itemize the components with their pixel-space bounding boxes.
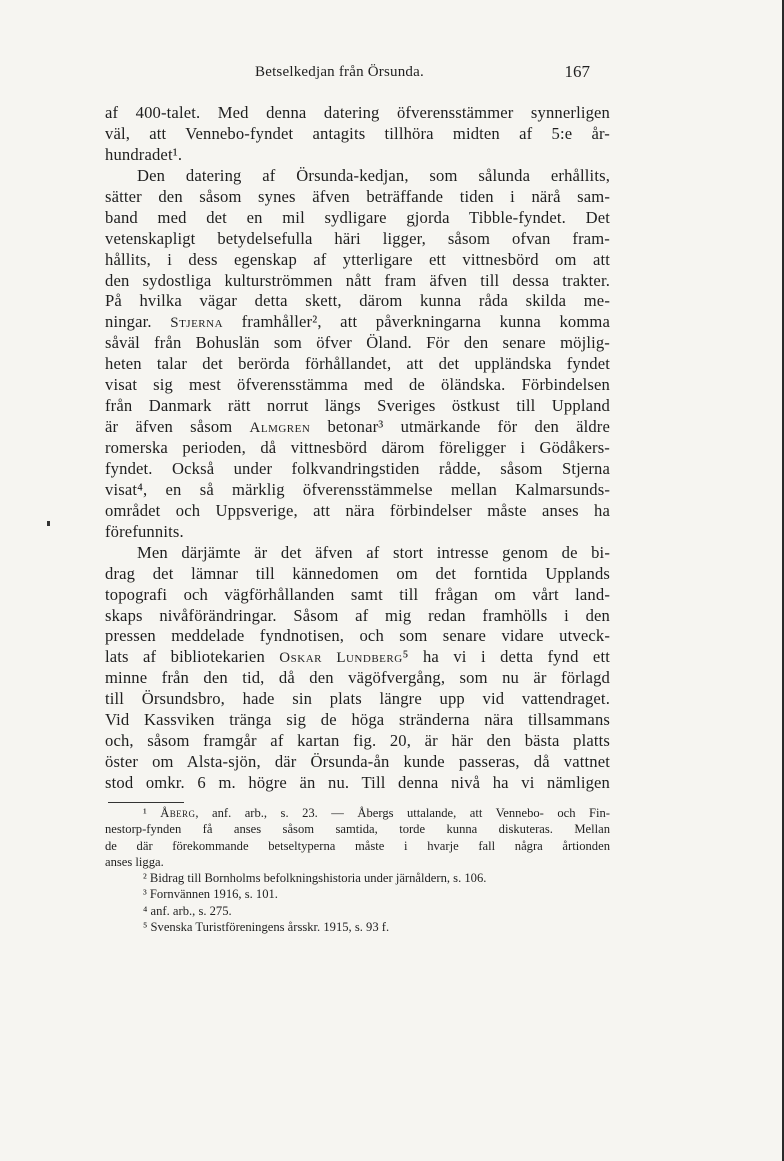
text-line: På hvilka vägar detta skett, därom kunna råda skilda me- — [105, 291, 610, 311]
page-number: 167 — [564, 62, 590, 81]
text-line: hundradet¹. — [105, 144, 183, 164]
text-line: drag det lämnar till kännedomen om det forntida Upplands — [105, 563, 610, 583]
running-title: Betselkedjan från Örsunda. — [255, 64, 424, 80]
text-fragment: lats af bibliotekarien — [105, 647, 265, 667]
text-fragment: ⁵ ha vi i detta fynd ett — [402, 647, 610, 667]
footnote-text: , anf. arb., s. 23. — Åbergs uttalande, att Vennebo- och Fin- — [195, 806, 610, 820]
text-line: öster om Alsta-sjön, där Örsunda-ån kunde passeras, då vattnet — [105, 752, 610, 772]
footnote-3: ³ Fornvännen 1916, s. 101. — [143, 887, 278, 902]
body-text — [105, 103, 610, 794]
footnote-1-line: de där förekommande betseltyperna måste i hvarje fall några årtionden — [105, 838, 610, 853]
text-fragment: betonar³ utmärkande för den äldre — [327, 417, 611, 437]
text-line: romerska perioden, då vittnesbörd därom föreligger i Gödåkers- — [105, 438, 610, 457]
text-line: af 400-talet. Med denna datering öfverensstämmer synnerligen — [105, 103, 610, 122]
footnote-5: ⁵ Svenska Turistföreningens årsskr. 1915, s. 93 f. — [143, 920, 390, 935]
text-line: den sydostliga kulturströmmen nått fram äfven till dessa trakter. — [105, 270, 610, 290]
marginal-mark — [47, 521, 50, 526]
text-fragment: framhåller², att påverkningarna kunna komma — [241, 312, 610, 332]
author-name-almgren: Almgren — [249, 420, 311, 437]
author-name-lundberg: Oskar Lundberg — [279, 650, 403, 667]
text-line: sätter den såsom synes äfven beträffande tiden i närå sam- — [105, 186, 610, 206]
footnote-4: ⁴ anf. arb., s. 275. — [143, 903, 232, 918]
text-line: såväl från Bohuslän som öfver Öland. För den senare möjlig- — [105, 333, 610, 353]
text-line: fyndet. Också under folkvandringstiden rådde, såsom Stjerna — [105, 458, 610, 478]
text-line: visat⁴, en så märklig öfverensstämmelse mellan Kalmarsunds- — [105, 479, 610, 499]
footnote-author: Åberg — [160, 806, 196, 820]
text-line: Men därjämte är det äfven af stort intresse genom de bi- — [137, 542, 610, 562]
text-line: förefunnits. — [105, 521, 184, 541]
footnotes — [105, 805, 610, 935]
text-line: och, såsom framgår af kartan fig. 20, är här den bästa platts — [105, 731, 610, 751]
text-line: vetenskapligt betydelsefulla häri ligger, såsom ofvan fram- — [105, 228, 610, 248]
text-line: stod omkr. 6 m. högre än nu. Till denna nivå ha vi nämligen — [105, 773, 610, 792]
text-line: pressen meddelade fyndnotisen, och som senare vidare utveck- — [105, 626, 610, 646]
text-fragment: är äfven såsom — [105, 417, 233, 437]
text-line: visat sig mest öfverensstämma med de öländska. Förbindelsen — [105, 375, 610, 395]
page-header — [105, 62, 610, 86]
footnote-1-line: anses ligga. — [105, 854, 164, 869]
text-line: Vid Kassviken tränga sig de höga stränderna nära tillsammans — [105, 710, 610, 730]
author-name-stjerna: Stjerna — [170, 315, 224, 332]
footnote-2: ² Bidrag till Bornholms befolkningshistoria under järnåldern, s. 106. — [143, 871, 487, 886]
text-fragment: ningar. — [105, 312, 152, 332]
text-line: band med det en mil sydligare gjorda Tibble-fyndet. Det — [105, 207, 610, 227]
footnote-1-line: nestorp-fynden få anses såsom samtida, torde kunna diskuteras. Mellan — [105, 822, 610, 837]
footnote-1-line — [105, 805, 610, 821]
text-line — [105, 417, 610, 438]
text-line: Den datering af Örsunda-kedjan, som sålunda erhållits, — [137, 165, 610, 185]
text-line: skaps nivåförändringar. Såsom af mig redan framhölls i den — [105, 605, 610, 625]
text-line: hållits, i dess egenskap af ytterligare ett vittnesbörd om att — [105, 249, 610, 269]
text-line: från Danmark rätt norrut längs Sveriges östkust till Uppland — [105, 396, 610, 416]
text-line: minne från den tid, då den vägöfvergång, som nu är förlagd — [105, 668, 610, 688]
text-line — [105, 312, 610, 333]
text-line: till Örsundsbro, hade sin plats längre upp vid vattendraget. — [105, 689, 610, 709]
text-line: väl, att Vennebo-fyndet antagits tillhöra midten af 5:e år- — [105, 123, 610, 143]
text-line: heten talar det berörda förhållandet, att det uppländska fyndet — [105, 354, 610, 374]
footnote-rule — [108, 802, 184, 803]
text-line — [105, 647, 610, 668]
text-line: området och Uppsverige, att nära förbindelser måste anses ha — [105, 500, 610, 520]
footnote-marker: ¹ — [143, 806, 147, 820]
text-line: topografi och vägförhållanden samt till frågan om vårt land- — [105, 584, 610, 604]
